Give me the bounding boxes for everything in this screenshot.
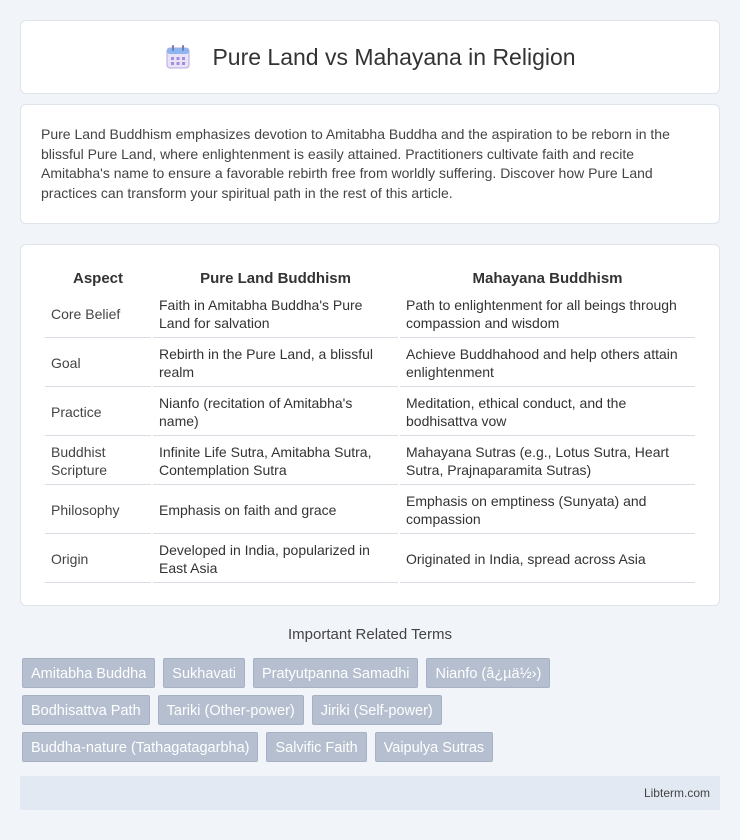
table-cell: Goal (45, 340, 151, 387)
intro-card (20, 104, 720, 224)
related-term-tag[interactable]: Nianfo (â¿µä½›) (426, 658, 550, 688)
page-title: Pure Land vs Mahayana in Religion (212, 43, 576, 70)
table-cell: Philosophy (45, 487, 151, 534)
column-header-mahayana: Mahayana Buddhism (472, 269, 623, 287)
table-cell: Practice (45, 389, 151, 436)
related-term-tag[interactable]: Amitabha Buddha (22, 658, 155, 688)
column-header-aspect: Aspect (72, 269, 124, 287)
table-cell: Nianfo (recitation of Amitabha's name) (153, 389, 398, 436)
related-term-tag[interactable]: Vaipulya Sutras (375, 732, 493, 762)
related-term-tag[interactable]: Sukhavati (163, 658, 245, 688)
table-cell: Mahayana Sutras (e.g., Lotus Sutra, Heart Sutra, Prajnaparamita Sutras) (400, 438, 695, 485)
table-cell: Infinite Life Sutra, Amitabha Sutra, Contemplation Sutra (153, 438, 398, 485)
header-card (20, 20, 720, 94)
related-term-tag[interactable]: Salvific Faith (266, 732, 366, 762)
table-cell: Origin (45, 536, 151, 583)
calendar-icon (164, 43, 192, 71)
table-row (45, 487, 695, 534)
table-cell: Developed in India, popularized in East Asia (153, 536, 398, 583)
table-cell: Rebirth in the Pure Land, a blissful realm (153, 340, 398, 387)
table-cell: Path to enlightenment for all beings through compassion and wisdom (400, 291, 695, 338)
table-row (45, 340, 695, 387)
comparison-table (43, 265, 697, 585)
table-row (45, 389, 695, 436)
intro-text: Pure Land Buddhism emphasizes devotion to Amitabha Buddha and the aspiration to be reborn in the blissful Pure Land, where enlightenment is easily attained. Practitioners cultivate faith and recite Amitabha's name to ensure a favorable rebirth free from worldly suffering. Discover how Pure Land practices can transform your spiritual path in the rest of this article. (41, 126, 670, 201)
related-term-tag[interactable]: Bodhisattva Path (22, 695, 150, 725)
footer (20, 776, 720, 810)
related-term-tag[interactable]: Tariki (Other-power) (158, 695, 304, 725)
table-cell: Faith in Amitabha Buddha's Pure Land for salvation (153, 291, 398, 338)
footer-site-link[interactable]: Libterm.com (643, 786, 710, 800)
related-terms-list (22, 658, 722, 769)
comparison-table-card (20, 244, 720, 606)
table-row (45, 438, 695, 485)
related-term-tag[interactable]: Buddha-nature (Tathagatagarbha) (22, 732, 258, 762)
table-cell: Originated in India, spread across Asia (400, 536, 695, 583)
related-terms-title: Important Related Terms (288, 626, 452, 643)
tag-row (22, 732, 722, 762)
table-cell: Meditation, ethical conduct, and the bodhisattva vow (400, 389, 695, 436)
table-row (45, 291, 695, 338)
tag-row (22, 658, 722, 688)
table-cell: Emphasis on faith and grace (153, 487, 398, 534)
table-cell: Emphasis on emptiness (Sunyata) and compassion (400, 487, 695, 534)
table-cell: Core Belief (45, 291, 151, 338)
table-cell: Achieve Buddhahood and help others attain enlightenment (400, 340, 695, 387)
table-row (45, 536, 695, 583)
column-header-pure-land: Pure Land Buddhism (200, 269, 351, 287)
related-term-tag[interactable]: Jiriki (Self-power) (312, 695, 442, 725)
table-cell: Buddhist Scripture (45, 438, 151, 485)
tag-row (22, 695, 722, 725)
related-term-tag[interactable]: Pratyutpanna Samadhi (253, 658, 419, 688)
table-header-row (45, 267, 695, 289)
